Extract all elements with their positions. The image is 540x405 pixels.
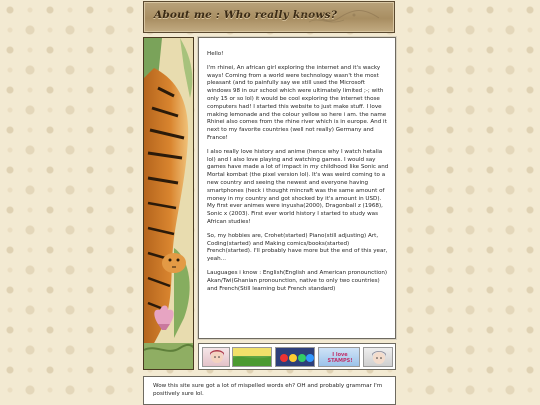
stamps-strip bbox=[198, 343, 396, 370]
greeting-paragraph: Hello! bbox=[207, 51, 224, 57]
intro-paragraph: I'm rhinei, An african girl exploring the internet and it's wacky ways! Coming from a world were technology wasn't the most pleasant (and to painfully say we still used the Microsoft windows 98 in our school which were ultimately limited ;-; with only 15 or so lol) it would be cool exploring the internet those computers had! I started this website to just make stuff. I love making lemonade and the colour yellow so here i am. the name Rhinei also comes from the rhine river which is in europe. And it next to my favorite countries (well not really) Germany and France! bbox=[207, 64, 387, 141]
footer-note-text: Wow this site sure got a lot of mispelled words eh? OH and probably grammar I'm positively sure lol. bbox=[153, 383, 383, 397]
stamp-i-love-stamps[interactable] bbox=[318, 347, 360, 367]
stamp-game-characters[interactable] bbox=[275, 347, 315, 367]
hobbies-paragraph: So, my hobbies are, Crohet(started) Piano(still adjusting) Art, Coding(started) and Making comics/books(started) French(started). I'll probably have more but the end of this year, yeah... bbox=[207, 232, 388, 263]
about-me-text bbox=[207, 51, 389, 299]
footer-note-box bbox=[143, 376, 396, 405]
header-flourish-ornament bbox=[294, 8, 384, 28]
interests-paragraph: I also really love history and anime (hence why I watch hetalia lol) and I also love playing and watching games. I would say games have made a lot of impact in my childhood like Sonic and Mortal kombat (the pixel version lol). It's was weird coming to a new country and seeing the newest and everyone having smartphones (heck i thought mincraft was the same amount of money in my country and got shocked by it's amount in USD). My first ever animes were inyusha(2000), Dragonball z (1968), Sonic x (2003). First ever world history I started to study was African studies! bbox=[207, 148, 389, 225]
about-me-content-box bbox=[198, 37, 396, 339]
stamp-anime-portrait[interactable] bbox=[363, 347, 393, 367]
tiger-illustration bbox=[144, 38, 194, 370]
tiger-artwork-panel bbox=[143, 37, 194, 370]
languages-paragraph: Lauguages i know : English(English and American pronounction) Akan/Twi(Ghanian pronounction, native to only two countries) and French(Still learning but French standard) bbox=[207, 269, 388, 292]
page-header-banner bbox=[143, 1, 395, 33]
stamp-text: I love STAMPS! bbox=[327, 352, 353, 364]
stamp-landscape[interactable] bbox=[232, 347, 272, 367]
stamp-anime-girl[interactable] bbox=[202, 347, 230, 367]
page-title: About me : Who really knows? bbox=[154, 9, 338, 21]
